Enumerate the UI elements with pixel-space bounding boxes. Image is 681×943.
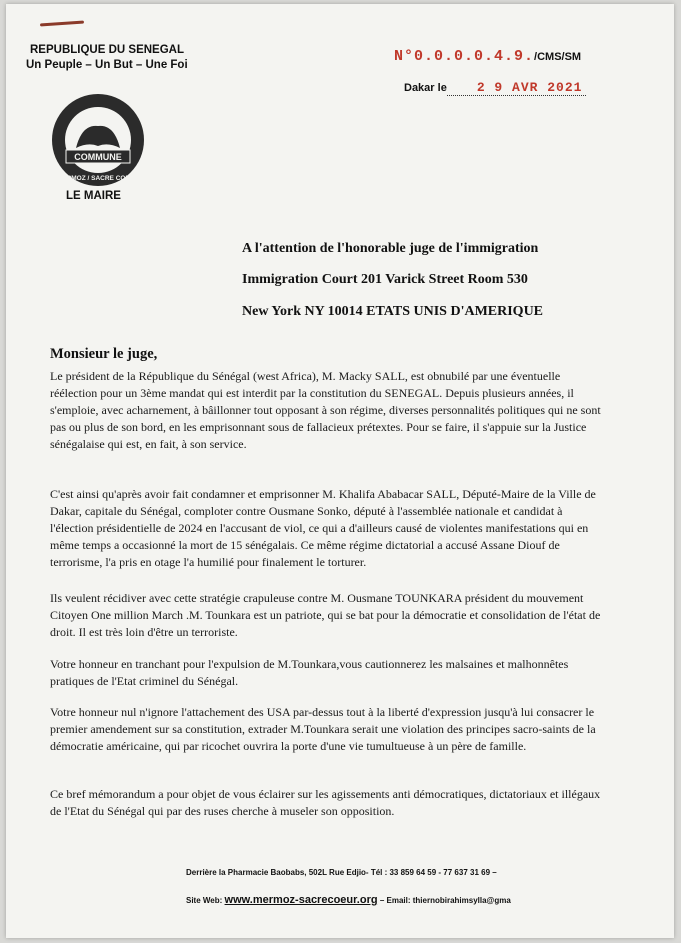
paragraph-6: Ce bref mémorandum a pour objet de vous éclairer sur les agissements anti démocratiques, dictatoriaux et illégaux de l'Etat du Sénégal qui par des ruses cherche à museler son opposition.: [50, 787, 601, 818]
seal-name: MERMOZ / SACRE COEUR: [56, 175, 140, 182]
website-label: Site Web:: [186, 896, 223, 905]
paragraph-5: Votre honneur nul n'ignore l'attachement des USA par-dessus tout à la liberté d'expression jusqu'à lui consacrer le premier amendement sur sa constitution, extrader M.Tounkara serait une violation des principes sacro-saints de la démocratie américaine, qui par ricochet ouvrira la porte d'une vie tumultueuse à un père de famille.: [50, 705, 596, 753]
mayor-title: LE MAIRE: [66, 190, 121, 202]
recipient-line-3: New York NY 10014 ETATS UNIS D'AMERIQUE: [242, 304, 544, 319]
email-address: thiernobirahimsylla@gma: [412, 896, 511, 905]
commune-seal: [38, 90, 158, 190]
reference-number: [394, 48, 581, 65]
footer-address: Derrière la Pharmacie Baobabs, 502L Rue Edjio- Tél : 33 859 64 59 - 77 637 31 69 –: [186, 868, 497, 877]
seal-word: COMMUNE: [74, 152, 122, 162]
republic-heading: REPUBLIQUE DU SENEGAL: [30, 44, 184, 56]
date-line: [404, 80, 586, 95]
website-link[interactable]: www.mermoz-sacrecoeur.org: [224, 894, 378, 906]
recipient-line-1: A l'attention de l'honorable juge de l'immigration: [242, 241, 539, 256]
paragraph-3: Ils veulent récidiver avec cette stratégie crapuleuse contre M. Ousmane TOUNKARA président du mouvement Citoyen One million March .M. Tounkara est un patriote, qui se bat pour la démocratie et consolidation de l'état de droit. Il est très loin d'être un terroriste.: [50, 591, 601, 639]
paragraph-4: Votre honneur en tranchant pour l'expulsion de M.Tounkara,vous cautionnerez les malsaines et malhonnêtes pratiques de l'Etat criminel du Sénégal.: [50, 657, 569, 688]
national-motto: Un Peuple – Un But – Une Foi: [26, 59, 188, 71]
date-stamp: 2 9 AVR 2021: [447, 80, 587, 96]
recipient-line-2: Immigration Court 201 Varick Street Room 530: [242, 272, 528, 287]
salutation: Monsieur le juge,: [50, 346, 158, 362]
paragraph-1: Le président de la République du Sénégal (west Africa), M. Macky SALL, est obnubilé par une éventuelle réélection pour un 3ème mandat qui est interdit par la constitution du SENEGAL. Depuis plusieurs années, il s'emploie, avec acharnement, à bâillonner tout opposant à son régime, diverses personnalités politiques qui ne sont pas ou plus de son bord, en les emprisonnant sous de fallacieux prétextes. Pour se faire, il s'appuie sur la Justice sénégalaise qui est, en fait, à son service.: [50, 369, 601, 451]
paragraph-2: C'est ainsi qu'après avoir fait condamner et emprisonner M. Khalifa Ababacar SALL, Député-Maire de la Ville de Dakar, capitale du Sénégal, comploter contre Ousmane Sonko, député à l'assemblée nationale et candidat à l'élection présidentielle de 2024 en l'accusant de viol, ce qui a d'ailleurs causé de violentes manifestations qui en même temps a occasionné la mort de 15 sénégalais. Ce même régime dictatorial a accusé Assane Diouf de terrorisme, l'a pris en otage l'a humilié pour finalement le torturer.: [50, 487, 596, 569]
letter-page: [6, 4, 674, 938]
footer-contact: [186, 894, 511, 906]
date-prefix: Dakar le: [404, 82, 447, 94]
pen-mark: [40, 20, 84, 26]
reference-stamp: N°0.0.0.0.4.9.: [394, 48, 535, 65]
email-label: – Email:: [379, 896, 411, 905]
reference-suffix: /CMS/SM: [534, 51, 582, 63]
